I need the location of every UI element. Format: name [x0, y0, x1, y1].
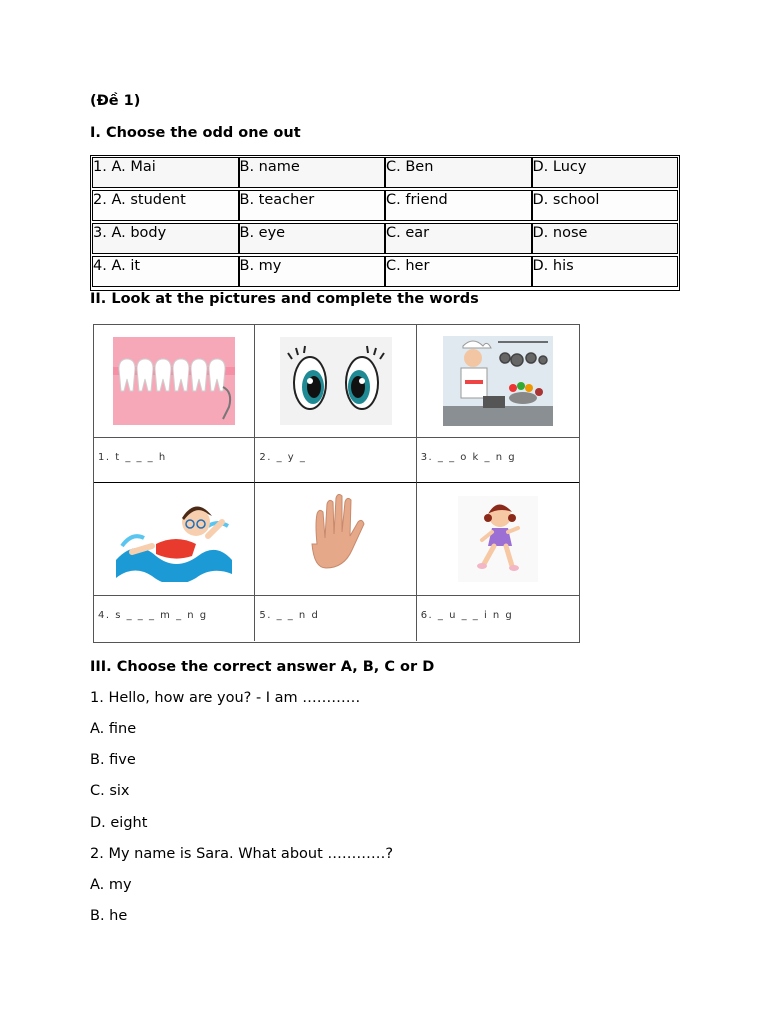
- answer-option: B. he: [90, 908, 128, 924]
- exam-header: (Đề 1): [90, 93, 141, 109]
- answer-option: B. five: [90, 752, 136, 768]
- picture-cell: [255, 483, 416, 596]
- girl-running-icon: [458, 496, 538, 582]
- teeth-icon: [113, 337, 235, 425]
- table-cell: C. Ben: [384, 158, 531, 187]
- table-cell: D. nose: [531, 224, 678, 253]
- word-label: 6. _ u _ _ i n g: [420, 610, 514, 621]
- word-label: 4. s _ _ _ m _ n g: [94, 596, 255, 641]
- word-label: 3. _ _ o k _ n g: [417, 438, 579, 483]
- table-cell: B. my: [238, 257, 385, 286]
- picture-cell: [417, 325, 579, 438]
- table-cell: 4. A. it: [93, 258, 141, 274]
- picture-cell: [255, 325, 416, 438]
- section1-title: I. Choose the odd one out: [90, 125, 301, 141]
- section2-title: II. Look at the pictures and complete the words: [90, 291, 479, 307]
- word-label: 2. _ y _: [255, 438, 416, 483]
- table-cell: 2. A. student: [93, 192, 186, 208]
- eyes-icon: [280, 337, 392, 425]
- table-cell: 3. A. body: [93, 225, 167, 241]
- section3-title: III. Choose the correct answer A, B, C or D: [90, 659, 435, 675]
- table-row: [92, 190, 678, 221]
- table-row: [92, 157, 678, 188]
- table-cell: C. her: [384, 257, 531, 286]
- hand-icon: [301, 494, 371, 584]
- picture-cell: [94, 483, 255, 596]
- chef-cooking-icon: [443, 336, 553, 426]
- odd-one-out-table: [90, 155, 680, 291]
- answer-option: A. fine: [90, 721, 137, 737]
- table-row: [92, 223, 678, 254]
- picture-cell: [94, 325, 255, 438]
- picture-grid: [93, 324, 580, 643]
- answer-option: D. eight: [90, 815, 148, 831]
- question-1: 1. Hello, how are you? - I am …………: [90, 690, 361, 706]
- table-cell: B. name: [238, 158, 385, 187]
- answer-option: C. six: [90, 783, 130, 799]
- word-label: 1. t _ _ _ h: [94, 438, 255, 483]
- table-cell: B. eye: [238, 224, 385, 253]
- girl-swimming-icon: [112, 496, 236, 582]
- table-row: [92, 256, 678, 287]
- picture-cell: [417, 483, 579, 596]
- table-cell: C. friend: [384, 191, 531, 220]
- answer-option: A. my: [90, 877, 132, 893]
- word-label: 5. _ _ n d: [255, 596, 416, 641]
- question-2: 2. My name is Sara. What about …………?: [90, 846, 394, 862]
- table-cell: D. Lucy: [531, 158, 678, 187]
- table-cell: C. ear: [384, 224, 531, 253]
- table-cell: 1. A. Mai: [93, 159, 156, 175]
- table-cell: D. school: [531, 191, 678, 220]
- table-cell: D. his: [531, 257, 678, 286]
- table-cell: B. teacher: [238, 191, 385, 220]
